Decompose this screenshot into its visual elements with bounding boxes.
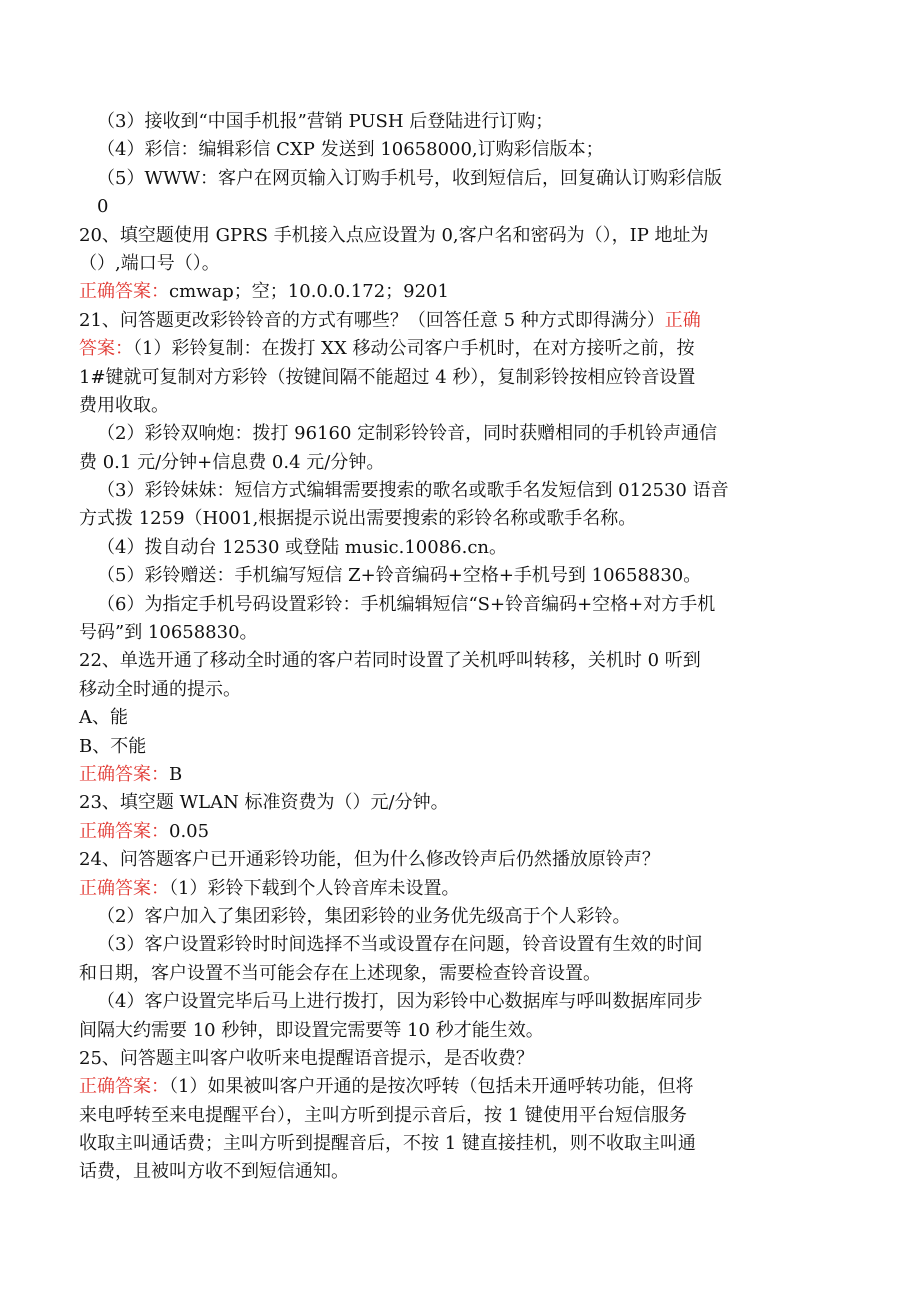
- answer-24-line-5: （4）客户设置完毕后马上进行拨打，因为彩铃中心数据库与呼叫数据库同步: [97, 991, 703, 1013]
- item-4-text: （4）彩信：编辑彩信 CXP 发送到 10658000,订购彩信版本；: [97, 139, 604, 161]
- question-20-continuation: （）,端口号（）。: [79, 252, 220, 274]
- answer-21-line-2: 1#键就可复制对方彩铃（按键间隔不能超过 4 秒），复制彩铃按相应铃音设置: [79, 366, 696, 388]
- answer-label: 正确: [664, 309, 701, 331]
- answer-label: 正确答案：: [79, 1076, 169, 1098]
- answer-text: （1）彩铃下载到个人铃音库未设置。: [169, 877, 460, 899]
- answer-25-line-3: 收取主叫通话费；主叫方听到提醒音后，不按 1 键直接挂机，则不收取主叫通: [79, 1133, 696, 1155]
- answer-label: 正确答案：: [79, 763, 169, 785]
- answer-label: 正确答案：: [79, 877, 169, 899]
- answer-24-line-3: （3）客户设置彩铃时时间选择不当或设置存在问题，铃音设置有生效的时间: [97, 934, 703, 956]
- question-20: 20、填空题使用 GPRS 手机接入点应设置为 0,客户名和密码为（），IP 地址为: [79, 224, 709, 246]
- answer-21-line-10: （6）为指定手机号码设置彩铃：手机编辑短信“S+铃音编码+空格+对方手机: [97, 593, 716, 615]
- answer-25-line-2: 来电呼转至来电提醒平台），主叫方听到提示音后，按 1 键使用平台短信服务: [79, 1104, 687, 1126]
- item-5-text: （5）WWW：客户在网页输入订购手机号，收到短信后，回复确认订购彩信版: [97, 167, 722, 189]
- question-23: 23、填空题 WLAN 标准资费为（）元/分钟。: [79, 792, 449, 814]
- answer-21-line-5: 费 0.1 元/分钟+信息费 0.4 元/分钟。: [79, 451, 385, 473]
- answer-text: （1）彩铃复制：在拨打 XX 移动公司客户手机时，在对方接听之前，按: [133, 338, 695, 360]
- answer-20: [79, 278, 839, 306]
- answer-25-line-1: [79, 1073, 839, 1101]
- answer-text: （1）如果被叫客户开通的是按次呼转（包括未开通呼转功能，但将: [169, 1076, 694, 1098]
- answer-21-line-6: （3）彩铃妹妹：短信方式编辑需要搜索的歌名或歌手名发短信到 012530 语音: [97, 480, 729, 502]
- item-5-continuation: 0: [97, 196, 109, 218]
- option-b: B、不能: [79, 735, 147, 757]
- question-text: 21、问答题更改彩铃铃音的方式有哪些？（回答任意 5 种方式即得满分）: [79, 309, 665, 331]
- answer-text: 0.05: [169, 820, 210, 842]
- answer-23: [79, 818, 839, 846]
- answer-25-line-4: 话费，且被叫方收不到短信通知。: [79, 1161, 349, 1183]
- answer-24-line-4: 和日期，客户设置不当可能会存在上述现象，需要检查铃音设置。: [79, 962, 601, 984]
- question-22-continuation: 移动全时通的提示。: [79, 678, 241, 700]
- answer-21-line-4: （2）彩铃双响炮：拨打 96160 定制彩铃铃音，同时获赠相同的手机铃声通信: [97, 423, 718, 445]
- question-24: 24、问答题客户已开通彩铃功能，但为什么修改铃声后仍然播放原铃声？: [79, 849, 660, 871]
- answer-21-line-7: 方式拨 1259（H001,根据提示说出需要搜索的彩铃名称或歌手名称。: [79, 508, 637, 530]
- answer-21-line-8: （4）拨自动台 12530 或登陆 music.10086.cn。: [97, 536, 507, 558]
- question-21: [79, 307, 839, 335]
- answer-24-line-6: 间隔大约需要 10 秒钟，即设置完需要等 10 秒才能生效。: [79, 1019, 544, 1041]
- item-3-text: （3）接收到“中国手机报”营销 PUSH 后登陆进行订购；: [97, 111, 554, 132]
- answer-21-line-1: [79, 335, 839, 363]
- answer-24-line-1: [79, 875, 839, 903]
- answer-text: B: [169, 763, 183, 785]
- question-25: 25、问答题主叫客户收听来电提醒语音提示，是否收费？: [79, 1047, 534, 1069]
- answer-label: 答案：: [79, 338, 133, 360]
- option-a: A、能: [79, 707, 128, 729]
- question-22: 22、单选开通了移动全时通的客户若同时设置了关机呼叫转移，关机时 0 听到: [79, 650, 701, 672]
- document-body: [79, 108, 839, 1187]
- answer-22: [79, 761, 839, 789]
- answer-24-line-2: （2）客户加入了集团彩铃，集团彩铃的业务优先级高于个人彩铃。: [97, 905, 631, 927]
- answer-text: cmwap；空；10.0.0.172；9201: [169, 281, 449, 303]
- answer-label: 正确答案：: [79, 281, 169, 303]
- answer-label: 正确答案：: [79, 820, 169, 842]
- answer-21-line-11: 号码”到 10658830。: [79, 622, 258, 644]
- answer-21-line-9: （5）彩铃赠送：手机编写短信 Z+铃音编码+空格+手机号到 10658830。: [97, 565, 702, 587]
- answer-21-line-3: 费用收取。: [79, 394, 169, 416]
